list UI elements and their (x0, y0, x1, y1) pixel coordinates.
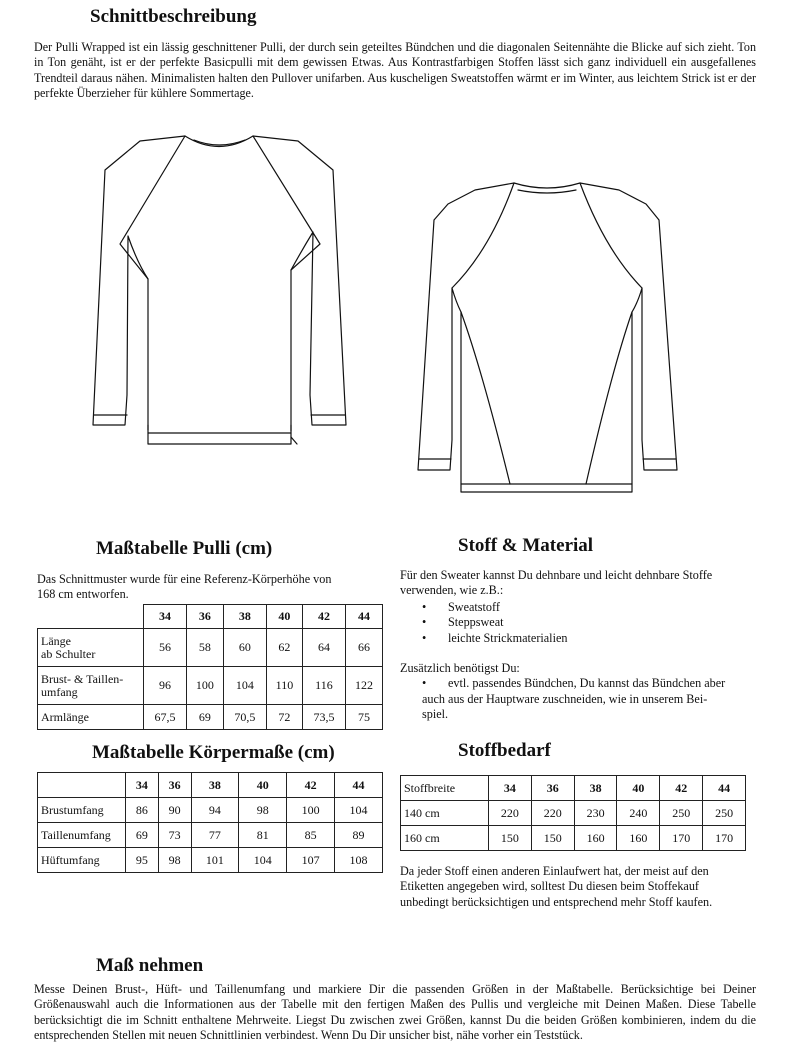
size-header: 40 (617, 776, 660, 801)
material-intro-line-1: Für den Sweater kannst Du dehnbare und leicht dehnbare Stoffe (400, 568, 713, 582)
size-header: 44 (335, 773, 383, 798)
table-cell: 220 (489, 801, 532, 826)
size-header: 34 (126, 773, 159, 798)
row-label: Brustumfang (38, 798, 126, 823)
material-list (400, 600, 770, 646)
table-cell: 104 (335, 798, 383, 823)
measure-text: Messe Deinen Brust-, Hüft- und Taillenumfang und markiere Dir die passenden Größen in der Maßtabelle. Berücksichtige bei Deiner Größenauswahl auch die Informationen aus der Tabelle mit den fertigen Maßen des Pullis und vergleiche mit Deinen Maßen. Diese Tabelle berücksichtigt die im Schnitt enthaltene Mehrweite. Liegst Du zwischen zwei Größen, kannst Du die beiden Größen kombinieren, indem du die entsprechenden Stellen mit neuen Schnittlinien verbindest. Wenn Du Dir unsicher bist, nähe vorher ein Teststück. (34, 982, 756, 1043)
garment-size-table (37, 604, 383, 730)
sweater-back-icon (418, 183, 677, 492)
list-item: • evtl. passendes Bündchen, Du kannst das Bündchen aber (400, 676, 770, 691)
body-size-table (37, 772, 383, 873)
table-row (38, 823, 383, 848)
sweater-front-icon (93, 136, 346, 444)
description-title: Schnittbeschreibung (90, 6, 257, 27)
size-header: 36 (186, 605, 223, 629)
garment-table-title: Maßtabelle Pulli (cm) (96, 538, 273, 559)
extra-title: Zusätzlich benötigst Du: (400, 661, 520, 676)
table-cell: 73,5 (303, 705, 346, 730)
list-item: • leichte Strickmaterialien (400, 631, 770, 646)
table-cell: 62 (266, 629, 302, 667)
table-cell: 98 (239, 798, 287, 823)
table-cell: 75 (345, 705, 382, 730)
extra-list (400, 676, 770, 691)
table-cell: 250 (703, 801, 746, 826)
table-cell: 69 (126, 823, 159, 848)
table-cell: 250 (660, 801, 703, 826)
size-header: 44 (345, 605, 382, 629)
material-text (400, 568, 770, 723)
table-cell: 98 (158, 848, 191, 873)
row-label: 160 cm (401, 826, 489, 851)
size-header: 36 (531, 776, 574, 801)
size-header: 42 (660, 776, 703, 801)
row-label: Brust- & Taillen- umfang (38, 667, 144, 705)
size-header: 40 (239, 773, 287, 798)
table-cell: 90 (158, 798, 191, 823)
size-header: 38 (191, 773, 239, 798)
empty-header-cell (38, 773, 126, 798)
size-header: 40 (266, 605, 302, 629)
table-cell: 56 (144, 629, 187, 667)
table-row (38, 848, 383, 873)
table-row (401, 801, 746, 826)
measure-title: Maß nehmen (96, 955, 204, 976)
description-text: Der Pulli Wrapped ist ein lässig geschnittener Pulli, der durch sein geteiltes Bündchen und die diagonalen Seitennähte die Blicke auf sich zieht. Ton in Ton genäht, ist er der perfekte Basicpulli mit dem gewissen Etwas. Aus Kontrastfarbigen Stoffen lässt sich ganz individuell ein ausgefallenes Trendteil daraus nähen. Minimalisten halten den Pullover unifarben. Aus kuscheligen Sweatstoffen wärmt er im Winter, aus leichtem Strick ist er der perfekte Überzieher für kühlere Sommertage. (34, 40, 756, 101)
table-row (38, 629, 383, 667)
garment-intro-line-2: 168 cm entworfen. (37, 587, 129, 601)
body-table-title: Maßtabelle Körpermaße (cm) (92, 742, 335, 763)
table-cell: 64 (303, 629, 346, 667)
table-cell: 160 (617, 826, 660, 851)
table-cell: 86 (126, 798, 159, 823)
table-cell: 220 (531, 801, 574, 826)
table-cell: 94 (191, 798, 239, 823)
table-cell: 150 (489, 826, 532, 851)
size-header: 34 (144, 605, 187, 629)
fabric-table-title: Stoffbedarf (458, 740, 551, 761)
size-header: 36 (158, 773, 191, 798)
table-cell: 107 (287, 848, 335, 873)
fabric-note: Da jeder Stoff einen anderen Einlaufwert hat, der meist auf den Etiketten angegeben wird, solltest Du diesen beim Stoffekauf unbedingt berücksichtigen und entsprechend mehr Stoff kaufen. (400, 864, 713, 909)
table-cell: 89 (335, 823, 383, 848)
table-header-row (38, 605, 383, 629)
fabric-table (400, 775, 746, 851)
sweater-illustrations (0, 0, 790, 520)
table-cell: 122 (345, 667, 382, 705)
table-cell: 110 (266, 667, 302, 705)
table-cell: 69 (186, 705, 223, 730)
table-row (38, 798, 383, 823)
table-cell: 66 (345, 629, 382, 667)
list-item: • Sweatstoff (400, 600, 770, 615)
table-cell: 170 (660, 826, 703, 851)
empty-header-cell (38, 605, 144, 629)
table-cell: 104 (223, 667, 266, 705)
size-header: 42 (303, 605, 346, 629)
table-cell: 104 (239, 848, 287, 873)
material-intro-line-2: verwenden, wie z.B.: (400, 583, 504, 598)
size-header: 44 (703, 776, 746, 801)
row-label: Länge ab Schulter (38, 629, 144, 667)
garment-table-intro (37, 572, 387, 602)
size-header: 38 (574, 776, 617, 801)
row-label: Hüftumfang (38, 848, 126, 873)
garment-intro-line-1: Das Schnittmuster wurde für eine Referenz-Körperhöhe von (37, 572, 332, 586)
table-cell: 81 (239, 823, 287, 848)
table-row (38, 667, 383, 705)
table-cell: 100 (287, 798, 335, 823)
table-cell: 95 (126, 848, 159, 873)
table-cell: 72 (266, 705, 302, 730)
table-cell: 100 (186, 667, 223, 705)
table-cell: 240 (617, 801, 660, 826)
material-title: Stoff & Material (458, 535, 594, 556)
table-cell: 85 (287, 823, 335, 848)
table-cell: 101 (191, 848, 239, 873)
table-cell: 58 (186, 629, 223, 667)
table-cell: 116 (303, 667, 346, 705)
table-cell: 108 (335, 848, 383, 873)
row-label: Stoffbreite (401, 776, 489, 801)
table-cell: 170 (703, 826, 746, 851)
row-label: Taillenumfang (38, 823, 126, 848)
table-cell: 230 (574, 801, 617, 826)
table-cell: 160 (574, 826, 617, 851)
row-label: Armlänge (38, 705, 144, 730)
table-cell: 73 (158, 823, 191, 848)
table-row (38, 705, 383, 730)
table-header-row (38, 773, 383, 798)
size-header: 34 (489, 776, 532, 801)
table-cell: 96 (144, 667, 187, 705)
size-header: 42 (287, 773, 335, 798)
table-cell: 70,5 (223, 705, 266, 730)
list-item: • Steppsweat (400, 615, 770, 630)
table-cell: 60 (223, 629, 266, 667)
table-header-row (401, 776, 746, 801)
extra-continuation: auch aus der Hauptware zuschneiden, wie in unserem Bei- spiel. (422, 691, 708, 722)
table-cell: 67,5 (144, 705, 187, 730)
size-header: 38 (223, 605, 266, 629)
row-label: 140 cm (401, 801, 489, 826)
table-row (401, 826, 746, 851)
table-cell: 77 (191, 823, 239, 848)
table-cell: 150 (531, 826, 574, 851)
